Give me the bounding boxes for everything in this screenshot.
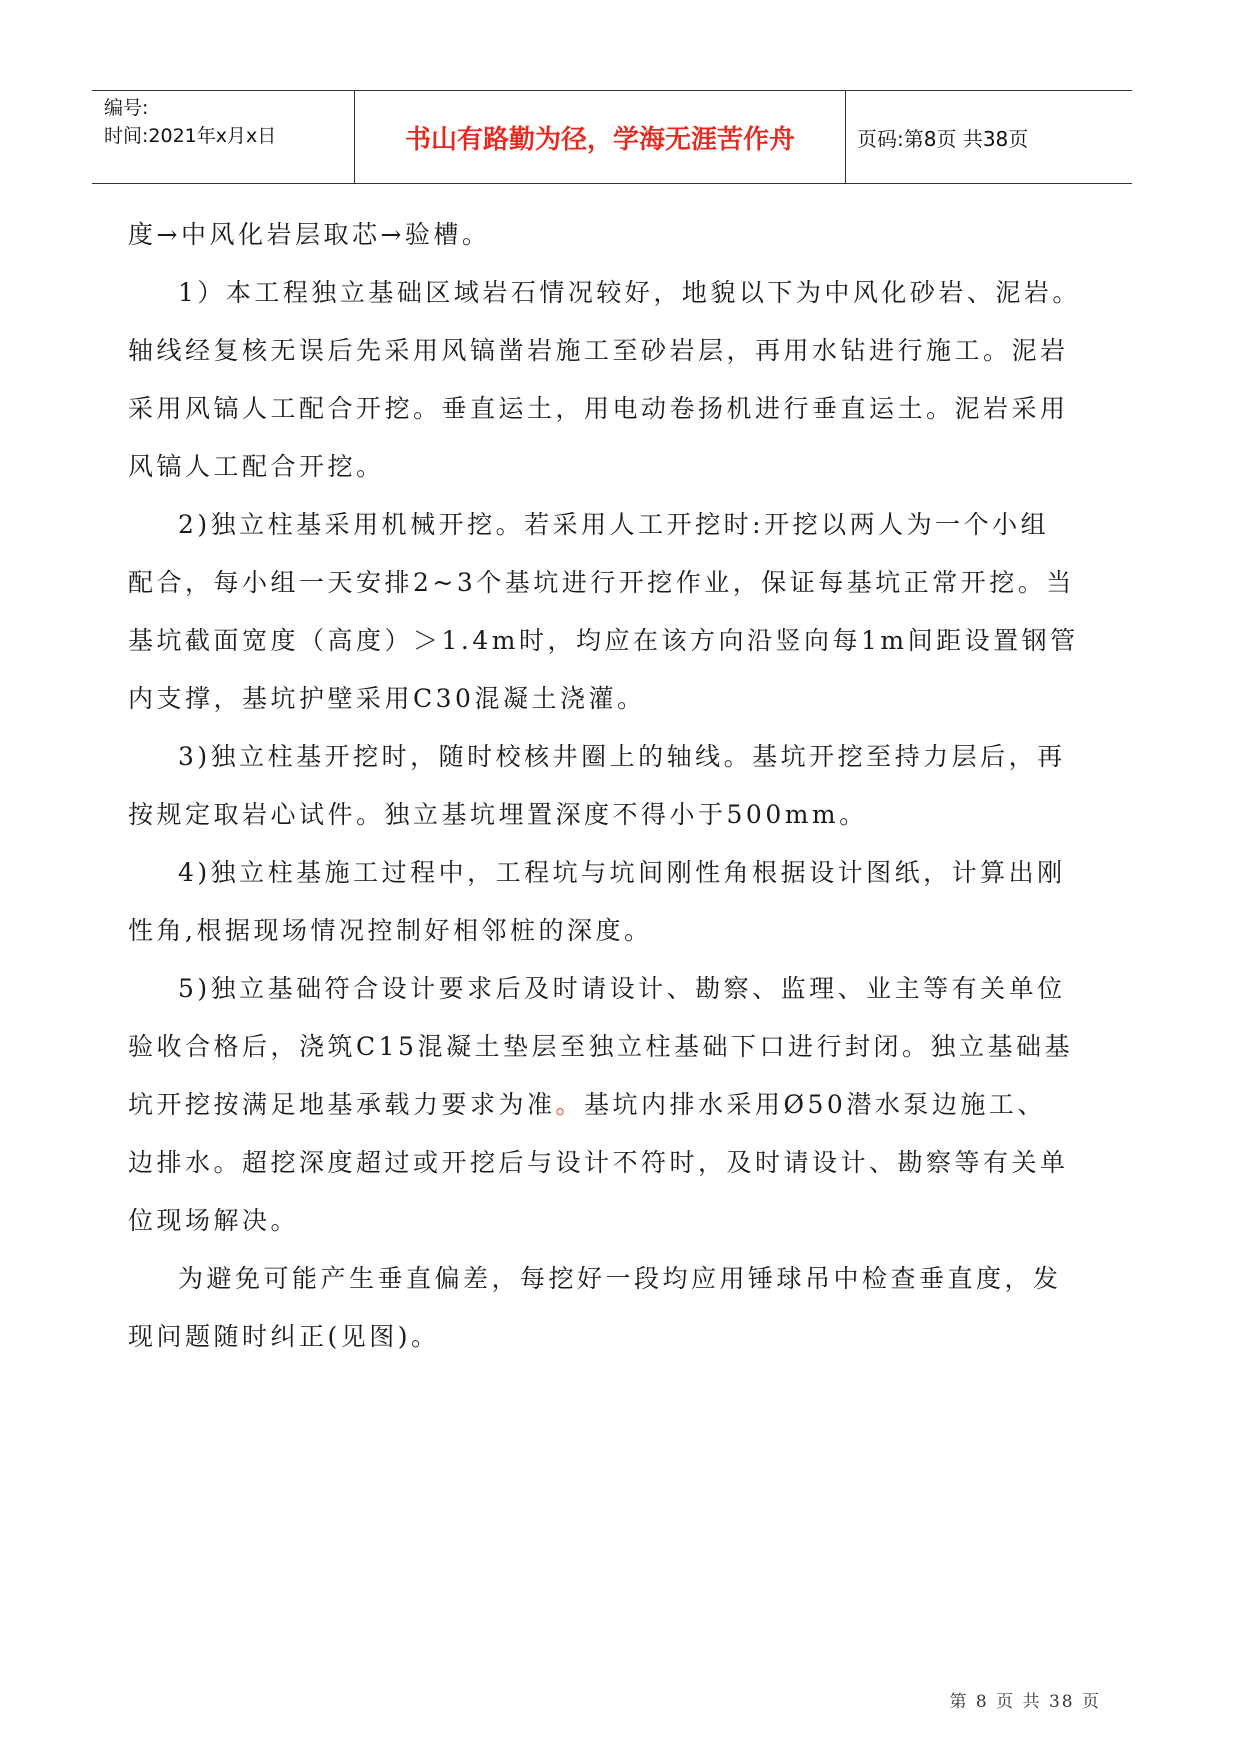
text-line: 5)独立基础符合设计要求后及时请设计、勘察、监理、业主等有关单位 bbox=[178, 974, 1066, 1003]
text-line: 位现场解决。 bbox=[128, 1206, 300, 1235]
text-line: 4)独立柱基施工过程中，工程坑与坑间刚性角根据设计图纸，计算出刚 bbox=[178, 858, 1066, 887]
time-label: 时间:2021年x月x日 bbox=[104, 125, 277, 147]
text-line: 度→中风化岩层取芯→验槽。 bbox=[128, 220, 491, 249]
text-line: 2)独立柱基采用机械开挖。若采用人工开挖时:开挖以两人为一个小组 bbox=[178, 510, 1050, 539]
header-meta bbox=[92, 91, 354, 183]
page-header bbox=[92, 90, 1132, 184]
text-line: 性角,根据现场情况控制好相邻桩的深度。 bbox=[128, 916, 653, 945]
text-line bbox=[128, 1085, 1046, 1121]
text-line: 配合，每小组一天安排2~3个基坑进行开挖作业，保证每基坑正常开挖。当 bbox=[128, 568, 1075, 597]
text-line: 1）本工程独立基础区域岩石情况较好，地貌以下为中风化砂岩、泥岩。 bbox=[178, 278, 1081, 307]
text-line: 现问题随时纠正(见图)。 bbox=[128, 1322, 440, 1351]
text-line: 内支撑，基坑护壁采用C30混凝土浇灌。 bbox=[128, 684, 646, 713]
header-page-code: 页码:第8页 共38页 bbox=[857, 126, 1029, 151]
text-segment: 基坑内排水采用Ø50潜水泵边施工、 bbox=[584, 1090, 1046, 1119]
text-line: 边排水。超挖深度超过或开挖后与设计不符时，及时请设计、勘察等有关单 bbox=[128, 1148, 1069, 1177]
text-segment: 坑开挖按满足地基承载力要求为准 bbox=[128, 1090, 556, 1119]
text-line: 基坑截面宽度（高度）＞1.4m时，均应在该方向沿竖向每1m间距设置钢管 bbox=[128, 626, 1079, 655]
text-line: 采用风镐人工配合开挖。垂直运土，用电动卷扬机进行垂直运土。泥岩采用 bbox=[128, 394, 1069, 423]
number-label: 编号: bbox=[104, 97, 149, 119]
red-period: 。 bbox=[555, 1090, 585, 1119]
text-line: 风镐人工配合开挖。 bbox=[128, 452, 385, 481]
text-line: 验收合格后，浇筑C15混凝土垫层至独立柱基础下口进行封闭。独立基础基 bbox=[128, 1032, 1073, 1061]
header-motto: 书山有路勤为径，学海无涯苦作舟 bbox=[354, 91, 846, 183]
text-line: 3)独立柱基开挖时，随时校核井圈上的轴线。基坑开挖至持力层后，再 bbox=[178, 742, 1066, 771]
text-line: 为避免可能产生垂直偏差，每挖好一段均应用锤球吊中检查垂直度，发 bbox=[178, 1264, 1062, 1293]
page-footer: 第 8 页 共 38 页 bbox=[949, 1692, 1101, 1712]
text-line: 轴线经复核无误后先采用风镐凿岩施工至砂岩层，再用水钻进行施工。泥岩 bbox=[128, 336, 1069, 365]
text-line: 按规定取岩心试件。独立基坑埋置深度不得小于500mm。 bbox=[128, 800, 868, 829]
